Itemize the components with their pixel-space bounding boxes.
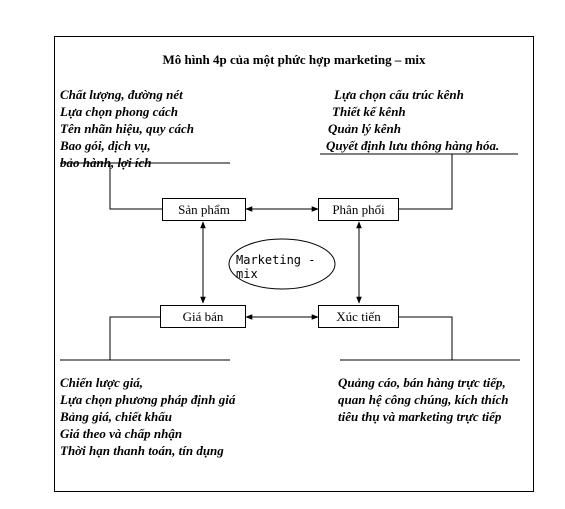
promotion-box: Xúc tiến <box>318 305 399 328</box>
price-item: Lựa chọn phương pháp định giá <box>60 392 236 407</box>
promotion-list <box>338 374 509 425</box>
center-label: Marketing - mix <box>236 253 316 281</box>
promotion-item: Quảng cáo, bán hàng trực tiếp, <box>338 375 506 390</box>
product-item: Chất lượng, đường nét <box>60 87 183 102</box>
product-item: Bao gói, dịch vụ, <box>60 138 151 153</box>
price-item: Giá theo và chấp nhận <box>60 426 183 441</box>
product-item: Tên nhãn hiệu, quy cách <box>60 121 194 136</box>
product-box: Sản phẩm <box>162 198 246 221</box>
product-item: Lựa chọn phong cách <box>60 104 178 119</box>
price-box: Giá bán <box>160 305 246 328</box>
place-connector <box>399 154 452 209</box>
promotion-item: quan hệ công chúng, kích thích <box>338 392 509 407</box>
place-item: Lựa chọn cấu trúc kênh <box>334 87 464 102</box>
place-list <box>326 86 499 154</box>
place-item: Thiết kế kênh <box>332 104 406 119</box>
price-connector <box>110 317 160 360</box>
promotion-connector <box>399 317 452 360</box>
price-list <box>60 374 235 459</box>
price-item: Thời hạn thanh toán, tín dụng <box>60 443 224 458</box>
price-item: Bảng giá, chiết khấu <box>60 409 172 424</box>
promotion-item: tiêu thụ và marketing trực tiếp <box>338 409 502 424</box>
place-item: Quyết định lưu thông hàng hóa. <box>326 138 500 153</box>
product-list <box>60 86 194 171</box>
place-item: Quản lý kênh <box>328 121 401 136</box>
price-item: Chiến lược giá, <box>60 375 144 390</box>
diagram-title: Mô hình 4p của một phức hợp marketing – mix <box>162 52 426 67</box>
product-item: bảo hành, lợi ích <box>60 155 152 170</box>
place-box: Phân phối <box>318 198 399 221</box>
